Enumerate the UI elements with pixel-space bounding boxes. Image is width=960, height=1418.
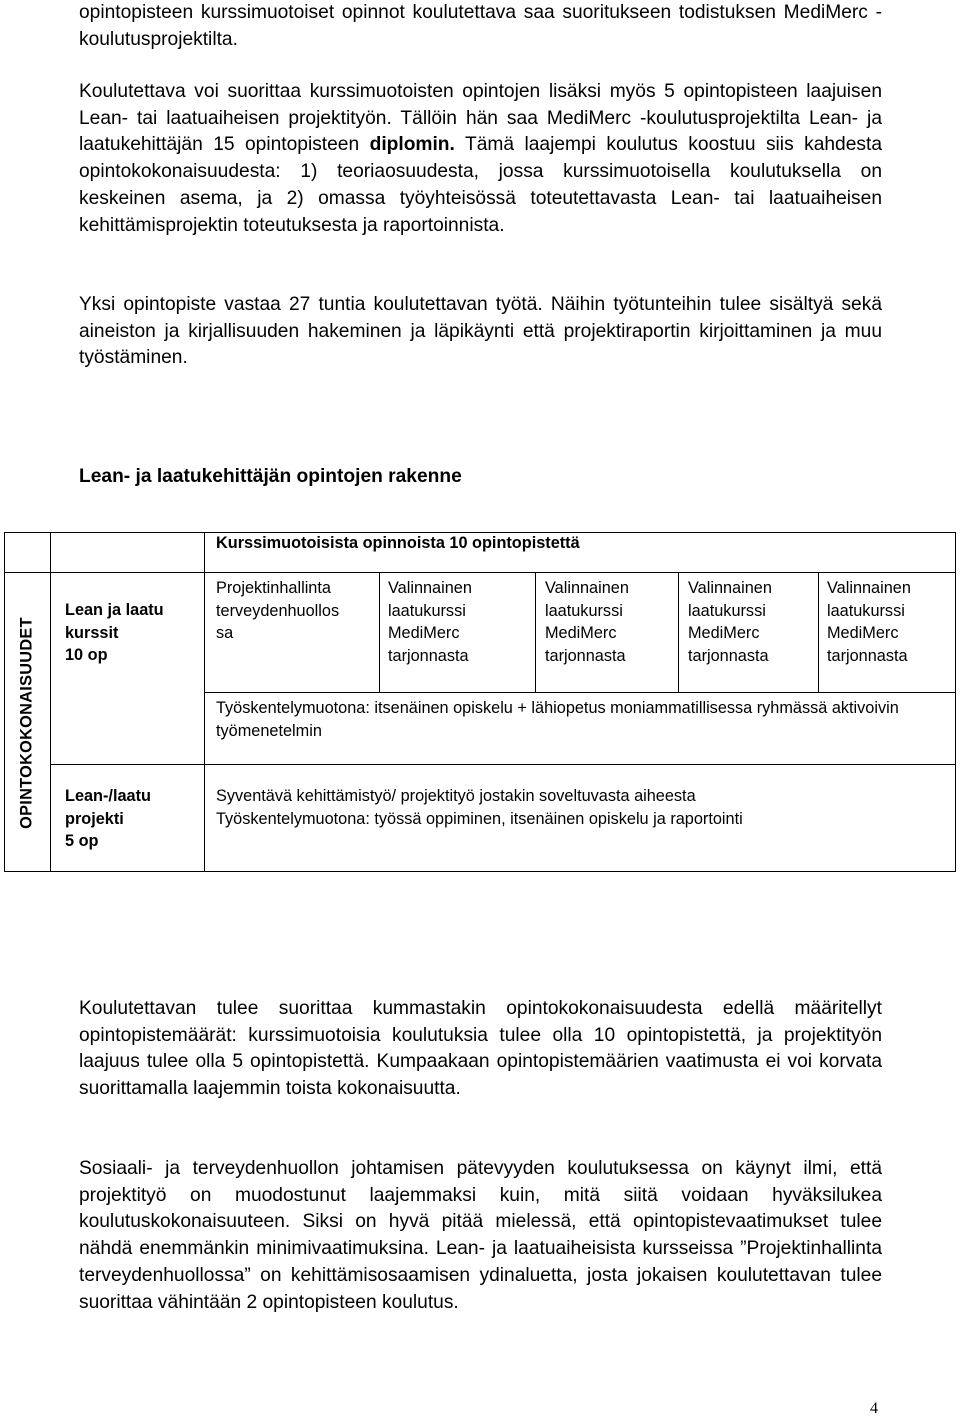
course-cell-4 xyxy=(688,577,772,667)
table-border-bottom xyxy=(4,871,956,872)
course-cell-2 xyxy=(388,577,472,667)
table-divider-h1 xyxy=(4,572,956,573)
table-divider-h2 xyxy=(50,764,204,765)
table-divider-h3 xyxy=(204,692,956,693)
table-divider-v1 xyxy=(50,532,51,872)
course-line: MediMerc xyxy=(545,624,617,642)
course-line: tarjonnasta xyxy=(388,646,469,665)
paragraph-4-text: Koulutettavan tulee suorittaa kummastakin opintokokonaisuudesta edellä määritellyt opintopistemäärät: kurssimuotoisia koulutuksia tulee olla 10 opintopistettä, ja projektityön laajuus tulee olla 5 opintopistettä. Kumpaakaan opintopistemäärien vaatimusta ei voi korvata suorittamalla laajemmin toista kokonaisuutta. xyxy=(79,998,882,1100)
side-label: OPINTOKOKONAISUUDET xyxy=(17,616,36,829)
course-line: tarjonnasta xyxy=(827,646,908,665)
table-divider-h4 xyxy=(204,764,956,765)
paragraph-2-text-b: Tämä laajempi koulutus koostuu siis kahdesta opintokokonaisuudesta: 1) teoriaosuudesta, jossa kurssimuotoisella koulutuksella on keskeinen asema, ja 2) omassa työyhteisössä toteutettavasta Lean- tai laatuaiheisen kehittämisprojektin toteutuksesta ja raportoinnista. xyxy=(79,134,882,236)
paragraph-5 xyxy=(79,1156,882,1316)
row2-text xyxy=(216,785,951,830)
table-top-header: Kurssimuotoisista opinnoista 10 opintopistettä xyxy=(216,534,580,552)
course-cell-5 xyxy=(827,577,911,667)
course-line: sa xyxy=(216,624,234,642)
course-line: MediMerc xyxy=(688,624,760,642)
paragraph-3 xyxy=(79,292,882,372)
paragraph-2 xyxy=(79,79,882,239)
paragraph-3-text: Yksi opintopiste vastaa 27 tuntia koulutettavan työtä. Näihin työtunteihin tulee sisältyä sekä aineiston ja kirjallisuuden hakeminen ja läpikäynti että projektiraportin kirjoittaminen ja muu työstäminen. xyxy=(79,294,882,369)
row1-method: Työskentelymuotona: itsenäinen opiskelu + lähiopetus moniammatillisessa ryhmässä aktivoivin työmenetelmin xyxy=(216,699,899,740)
course-line: Projektinhallinta xyxy=(216,579,331,597)
row2-label-line: Lean-/laatu xyxy=(65,787,151,805)
course-divider-1 xyxy=(379,572,380,692)
row2-text-line-2: Työskentelymuotona: työssä oppiminen, itsenäinen opiskelu ja raportointi xyxy=(216,809,743,828)
row2-label-line: projekti xyxy=(65,809,124,828)
table-divider-v2 xyxy=(204,532,205,872)
course-divider-2 xyxy=(535,572,536,692)
course-line: laatukurssi xyxy=(388,601,466,620)
row1-label-line: kurssit xyxy=(65,623,119,642)
table-border-right xyxy=(955,532,956,872)
course-line: laatukurssi xyxy=(827,601,905,620)
course-line: MediMerc xyxy=(388,624,460,642)
paragraph-2-bold: diplomin. xyxy=(369,134,455,156)
course-line: tarjonnasta xyxy=(688,646,769,665)
course-line: laatukurssi xyxy=(545,601,623,620)
course-line: Valinnainen xyxy=(827,579,911,597)
paragraph-1 xyxy=(79,0,882,53)
row1-label xyxy=(65,599,164,667)
row1-label-line: Lean ja laatu xyxy=(65,601,164,619)
course-line: Valinnainen xyxy=(388,579,472,597)
row2-label-line: 5 op xyxy=(65,832,99,850)
page-number: 4 xyxy=(870,1400,878,1417)
row2-label xyxy=(65,785,151,853)
course-line: laatukurssi xyxy=(688,601,766,620)
structure-heading: Lean- ja laatukehittäjän opintojen rakenne xyxy=(79,466,462,487)
course-cell-3 xyxy=(545,577,629,667)
course-line: Valinnainen xyxy=(688,579,772,597)
course-line: tarjonnasta xyxy=(545,646,626,665)
paragraph-5-text: Sosiaali- ja terveydenhuollon johtamisen pätevyyden koulutuksessa on käynyt ilmi, että projektityö on muodostunut laajemmaksi kuin, mitä siitä voidaan hyväksilukea koulutuskokonaisuuteen. Siksi on hyvä pitää mielessä, että opintopistevaatimukset tulee nähdä enemmänkin minimivaatimuksina. Lean- ja laatuaiheisista kursseissa ”Projektinhallinta terveydenhuollossa” on kehittämisosaamisen ydinaluetta, josta jokaisen koulutettavan tulee suorittaa vähintään 2 opintopisteen koulutus. xyxy=(79,1158,882,1313)
course-line: terveydenhuollos xyxy=(216,601,340,620)
course-divider-4 xyxy=(818,572,819,692)
course-line: MediMerc xyxy=(827,624,899,642)
course-line: Valinnainen xyxy=(545,579,629,597)
course-divider-3 xyxy=(678,572,679,692)
paragraph-4 xyxy=(79,996,882,1103)
paragraph-1-text: opintopisteen kurssimuotoiset opinnot koulutettava saa suoritukseen todistuksen MediMerc -koulutusprojektilta. xyxy=(79,2,882,50)
side-label-cell xyxy=(4,573,50,872)
paragraph-2-text-a: Koulutettava voi suorittaa kurssimuotoisten opintojen lisäksi myös 5 opintopisteen laajuisen Lean- tai laatuaiheisen projektityön. Tällöin hän saa MediMerc -koulutusprojektilta Lean- ja laatukehittäjän 15 opintopisteen xyxy=(79,81,882,156)
course-cell-1 xyxy=(216,577,339,645)
row1-label-line: 10 op xyxy=(65,646,108,664)
row2-text-line-1: Syventävä kehittämistyö/ projektityö jostakin soveltuvasta aiheesta xyxy=(216,787,696,805)
